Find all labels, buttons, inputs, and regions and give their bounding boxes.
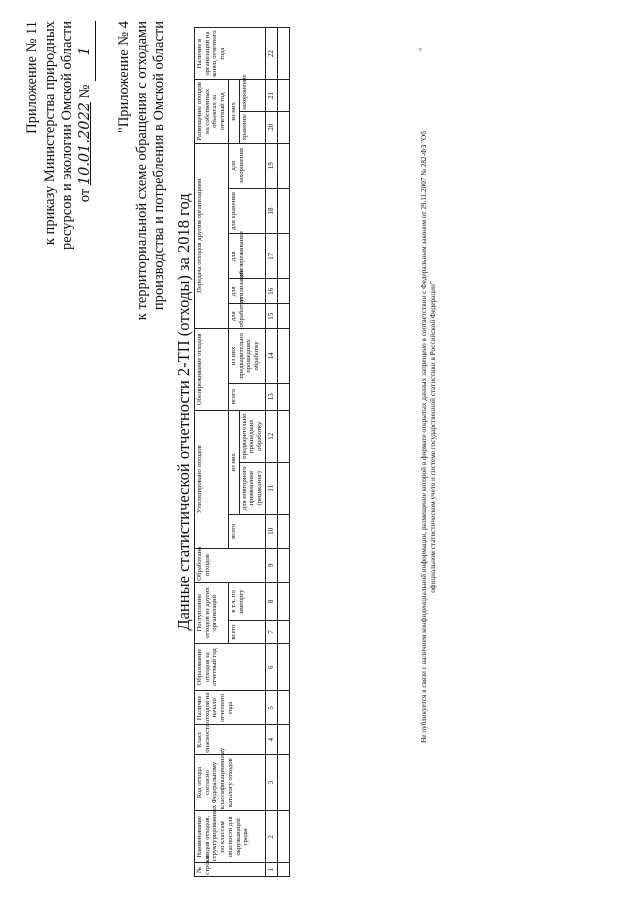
appendix-line-2: к территориальной схеме обращения с отходами <box>133 21 150 321</box>
th-formed: Образование отходов за отчетный год <box>195 643 266 691</box>
th-row-number: № строки <box>195 863 266 877</box>
th-utilized-of-them: из них <box>228 410 239 514</box>
th-treated: Обработано отходов <box>195 548 266 582</box>
col-num: 12 <box>265 410 277 462</box>
handwritten-number: 1 <box>77 21 96 81</box>
th-received-import: в т.ч. по импорту <box>228 582 265 621</box>
col-num: 3 <box>265 754 277 811</box>
page-title: Данные статистической отчетности 2-ТП (отходы) за 2018 год <box>174 193 193 631</box>
th-start-balance: Наличие отходов на начало отчетного года <box>195 691 266 725</box>
th-utilized-all: всего <box>228 514 265 548</box>
th-placed-store: хранение <box>239 111 265 143</box>
table-row <box>277 28 289 877</box>
closing-quote: " <box>418 47 427 51</box>
col-num: 5 <box>265 691 277 725</box>
th-hazard-class: Класс опасности <box>195 725 266 754</box>
col-num: 18 <box>265 188 277 233</box>
col-num: 9 <box>265 548 277 582</box>
th-util-reuse: для повторного применения (рециклинг) <box>239 462 265 514</box>
order-line-2: к приказу Министерства природных <box>41 21 58 246</box>
appendix-header <box>116 21 169 320</box>
col-num: 6 <box>265 643 277 691</box>
col-num: 4 <box>265 725 277 754</box>
footnote-line-1: Не публикуется в связи с наличием конфиденциальной информации, размещение которой в формате открытых данных запрещено в соответствии с Федеральным законом от 29.11.2007 № 282-ФЗ "Об <box>420 131 428 743</box>
appendix-line-1: "Приложение № 4 <box>116 21 132 134</box>
col-num: 1 <box>265 863 277 877</box>
th-transfer-store: для хранения <box>228 188 265 233</box>
col-num: 20 <box>265 111 277 143</box>
th-neutral-prep: из них предварительно прошедших обработку <box>228 329 265 383</box>
col-num: 7 <box>265 621 277 644</box>
col-num: 13 <box>265 383 277 410</box>
th-utilized: Утилизировано отходов <box>195 410 229 548</box>
order-line-1: Приложение № 11 <box>24 21 40 134</box>
th-transfer-util: для утилизации <box>228 279 265 304</box>
col-num: 11 <box>265 462 277 514</box>
th-waste-name: Наименование видов отходов, структурированных по классам опасности для окружающей среды <box>195 811 266 863</box>
footnote-line-2: официальном статистическом учете и системе государственной статистики в Российской Федерации" <box>429 281 437 593</box>
col-num: 14 <box>265 329 277 383</box>
statistics-table <box>194 27 290 877</box>
order-date-line <box>77 21 96 250</box>
th-transfer-neutral: для обезвреживания <box>228 234 265 279</box>
col-num: 22 <box>265 28 277 80</box>
column-number-row <box>265 28 277 877</box>
th-waste-code: Код отхода согласно Федеральному классификационному каталогу отходов <box>195 754 266 811</box>
col-num: 2 <box>265 811 277 863</box>
col-num: 19 <box>265 143 277 188</box>
col-num: 15 <box>265 304 277 329</box>
date-prefix: от <box>77 188 94 203</box>
col-num: 16 <box>265 279 277 304</box>
th-received-all: всего <box>228 621 265 644</box>
th-placed: Размещение отходов на собственных объектах за отчетный год <box>195 80 229 143</box>
footnote <box>420 77 438 797</box>
order-header <box>24 21 96 250</box>
th-util-prep: предварительно прошедших обработку <box>239 410 265 462</box>
table-header-row-1 <box>195 28 229 877</box>
th-placed-bury: захоронение <box>239 80 265 112</box>
th-transfer-treat: для обработки <box>228 304 265 329</box>
th-transfer: Передача отходов другим организациям <box>195 143 229 329</box>
col-num: 8 <box>265 582 277 621</box>
order-line-3: ресурсов и экологии Омской области <box>59 21 76 250</box>
th-placed-of-them: из них <box>228 80 239 143</box>
number-prefix: № <box>77 84 94 99</box>
th-end-balance: Наличие в организации на конец отчетного года <box>195 28 266 80</box>
col-num: 21 <box>265 80 277 112</box>
th-neutralized: Обезвреживание отходов <box>195 329 229 411</box>
th-transfer-bury: для захоронения <box>228 143 265 188</box>
rotated-sheet <box>20 17 620 887</box>
col-num: 17 <box>265 234 277 279</box>
handwritten-date: 10.01.2022 <box>77 102 94 186</box>
th-received: Поступление отходов из других организаций <box>195 582 229 643</box>
th-neutral-all: всего <box>228 383 265 410</box>
appendix-line-3: производства и потребления в Омской области <box>151 21 168 311</box>
col-num: 10 <box>265 514 277 548</box>
